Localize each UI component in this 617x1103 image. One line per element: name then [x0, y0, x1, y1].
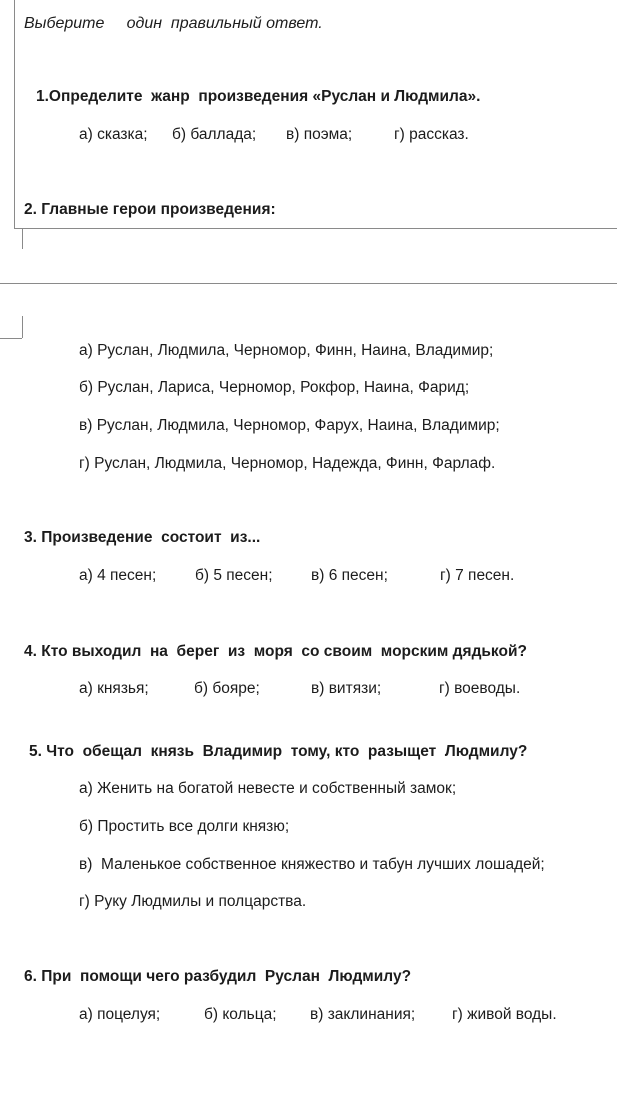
q1-option-b: б) баллада;	[172, 126, 257, 143]
q3-option-a: а) 4 песен;	[79, 567, 157, 584]
margin-tick-2	[22, 316, 23, 338]
q2-option-b: б) Руслан, Лариса, Черномор, Рокфор, Наина, Фарид;	[79, 379, 470, 396]
margin-tick-1	[22, 229, 23, 249]
margin-tick-2-foot	[0, 338, 22, 339]
left-margin-line-top	[14, 0, 15, 228]
q2-option-c: в) Руслан, Людмила, Черномор, Фарух, Наина, Владимир;	[79, 417, 500, 434]
q1-option-d: г) рассказ.	[394, 126, 469, 143]
q3-option-c: в) 6 песен;	[311, 567, 388, 584]
q6-option-d: г) живой воды.	[452, 1006, 557, 1023]
q6-option-b: б) кольца;	[204, 1006, 277, 1023]
q5-option-c: в) Маленькое собственное княжество и табун лучших лошадей;	[79, 856, 545, 873]
question-3-text: 3. Произведение состоит из...	[24, 529, 261, 546]
question-5-text: 5. Что обещал князь Владимир тому, кто разыщет Людмилу?	[29, 743, 528, 760]
q4-option-d: г) воеводы.	[439, 680, 521, 697]
instruction-text: Выберите один правильный ответ.	[24, 15, 323, 32]
section-divider-1	[14, 228, 617, 229]
question-4-text: 4. Кто выходил на берег из моря со своим морским дядькой?	[24, 643, 527, 660]
q2-option-d: г) Руслан, Людмила, Черномор, Надежда, Финн, Фарлаф.	[79, 455, 496, 472]
q4-option-a: а) князья;	[79, 680, 149, 697]
question-2-text: 2. Главные герои произведения:	[24, 201, 276, 218]
q2-option-a: а) Руслан, Людмила, Черномор, Финн, Наина, Владимир;	[79, 342, 494, 359]
q1-option-c: в) поэма;	[286, 126, 353, 143]
q6-option-a: а) поцелуя;	[79, 1006, 161, 1023]
q6-option-c: в) заклинания;	[310, 1006, 416, 1023]
question-6-text: 6. При помощи чего разбудил Руслан Людмилу?	[24, 968, 412, 985]
q4-option-c: в) витязи;	[311, 680, 382, 697]
q1-option-a: а) сказка;	[79, 126, 148, 143]
q3-option-b: б) 5 песен;	[195, 567, 273, 584]
section-divider-2	[0, 283, 617, 284]
q5-option-b: б) Простить все долги князю;	[79, 818, 290, 835]
question-1-text: 1.Определите жанр произведения «Руслан и Людмила».	[36, 88, 481, 105]
q5-option-a: а) Женить на богатой невесте и собственный замок;	[79, 780, 457, 797]
q5-option-d: г) Руку Людмилы и полцарства.	[79, 893, 307, 910]
q4-option-b: б) бояре;	[194, 680, 260, 697]
q3-option-d: г) 7 песен.	[440, 567, 515, 584]
